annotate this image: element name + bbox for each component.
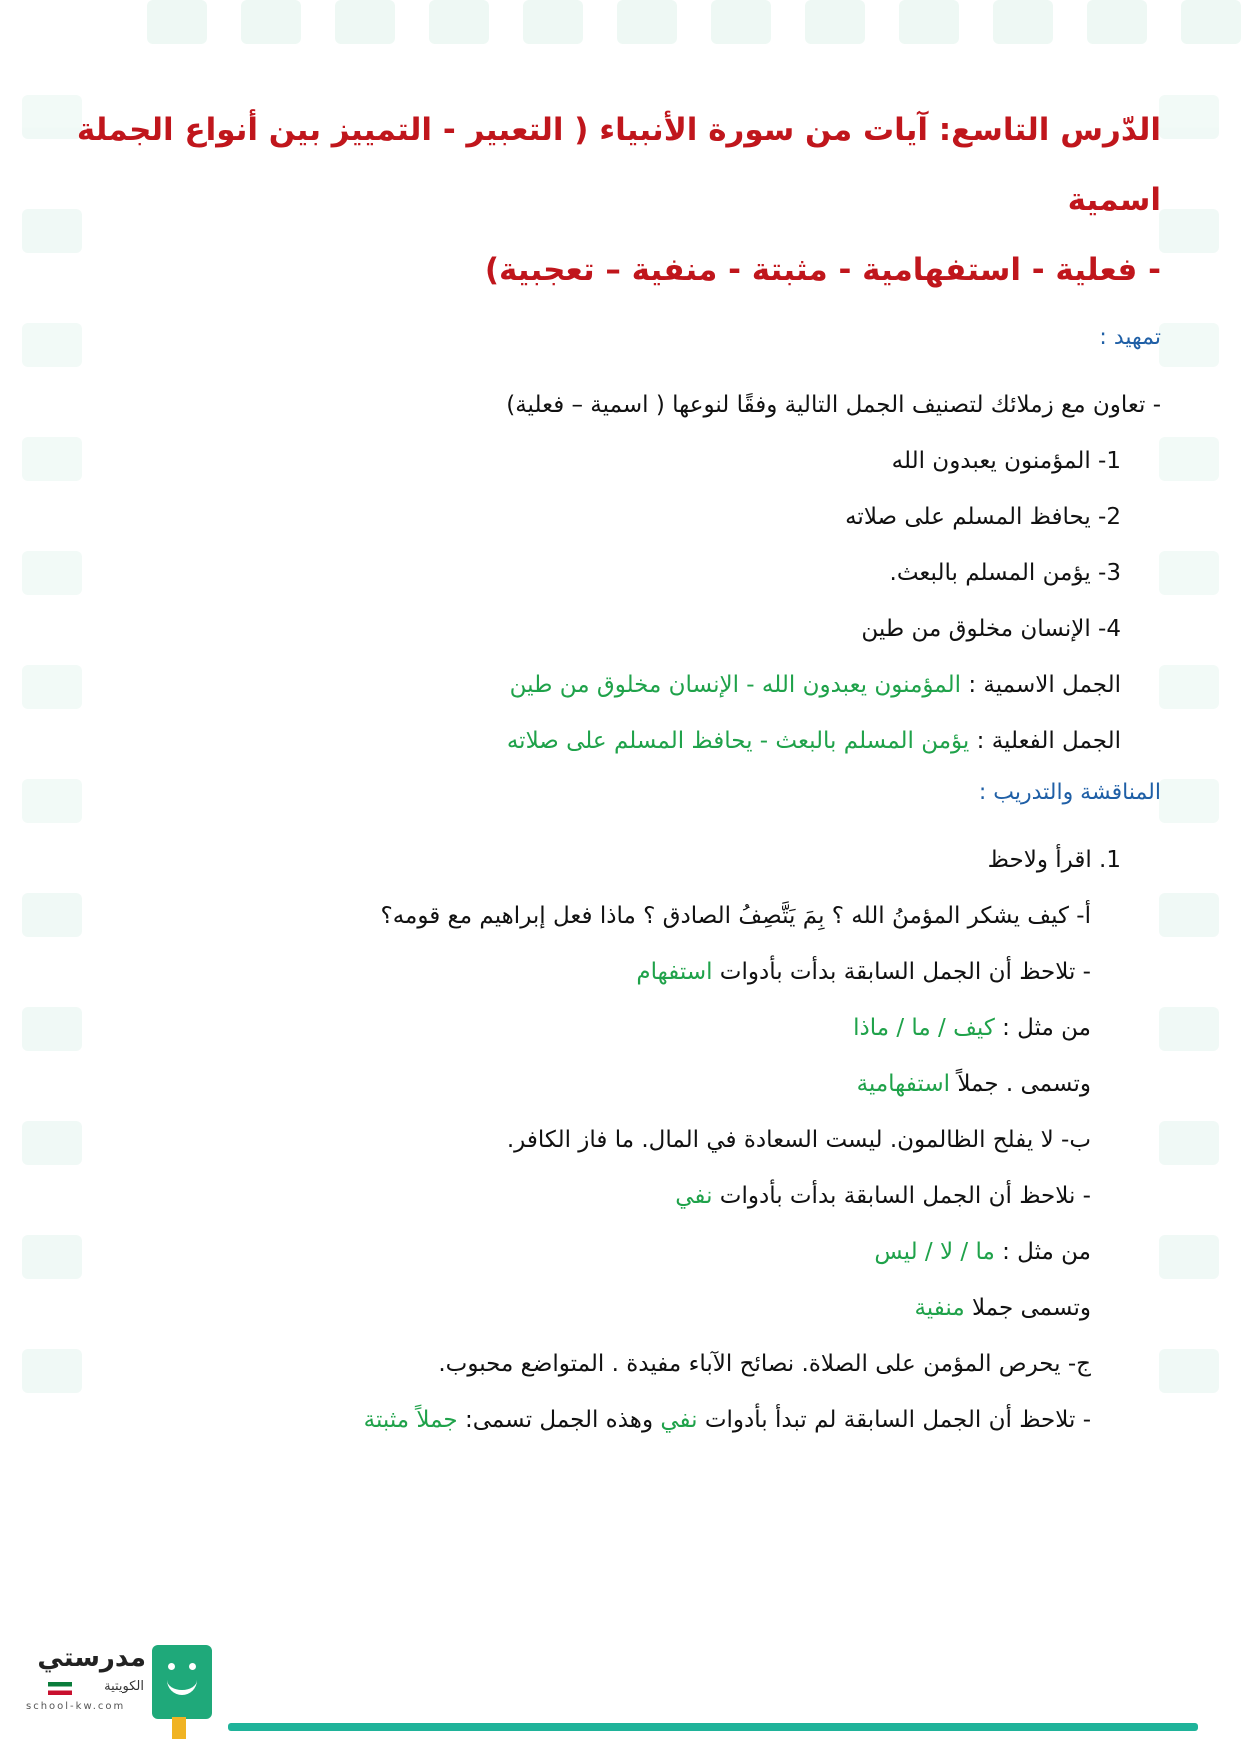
c-note-mid: وهذه الجمل تسمى: bbox=[464, 1407, 654, 1433]
document-page bbox=[76, 95, 1161, 1448]
a-note-green: استفهام bbox=[636, 959, 713, 985]
lesson-title-line2: - فعلية - استفهامية - مثبتة - منفية – تعجبية) bbox=[484, 252, 1161, 288]
b-example-label: من مثل : bbox=[1002, 1239, 1091, 1265]
a-note bbox=[76, 944, 1161, 1000]
watermark-right bbox=[1159, 95, 1219, 1595]
b-example-tools: ما / لا / ليس bbox=[874, 1239, 995, 1265]
sentence-3: 3- يؤمن المسلم بالبعث. bbox=[889, 560, 1121, 586]
verbal-answer-row bbox=[76, 713, 1161, 769]
footer-divider bbox=[228, 1723, 1198, 1731]
verbal-label: الجمل الفعلية : bbox=[976, 728, 1121, 754]
a-example-label: من مثل : bbox=[1002, 1015, 1091, 1041]
logo-subtitle: الكويتية bbox=[104, 1679, 144, 1694]
bookmark-icon bbox=[172, 1717, 186, 1739]
c-examples: ج- يحرص المؤمن على الصلاة. نصائح الآباء مفيدة . المتواضع محبوب. bbox=[438, 1351, 1091, 1377]
intro-task: - تعاون مع زملائك لتصنيف الجمل التالية وفقًا لنوعها ( اسمية – فعلية) bbox=[506, 392, 1161, 418]
c-note-green2: جملاً مثبتة bbox=[363, 1407, 458, 1433]
sentence-1: 1- المؤمنون يعبدون الله bbox=[891, 448, 1121, 474]
a-example-tools: كيف / ما / ماذا bbox=[853, 1015, 995, 1041]
kuwait-flag-icon bbox=[48, 1682, 72, 1695]
a-note-text: - تلاحظ أن الجمل السابقة بدأت بأدوات bbox=[719, 959, 1091, 985]
nominal-answer-row bbox=[76, 657, 1161, 713]
b-note bbox=[76, 1168, 1161, 1224]
nominal-label: الجمل الاسمية : bbox=[968, 672, 1121, 698]
c-note bbox=[76, 1392, 1161, 1448]
intro-heading: تمهيد : bbox=[1099, 325, 1161, 350]
a-examples: أ- كيف يشكر المؤمنُ الله ؟ بِمَ يَتَّصِفُ الصادق ؟ ماذا فعل إبراهيم مع قومه؟ bbox=[380, 903, 1091, 929]
logo-url: school-kw.com bbox=[26, 1701, 126, 1712]
logo-icon bbox=[152, 1645, 212, 1719]
discussion-heading: المناقشة والتدريب : bbox=[978, 780, 1161, 805]
b-examples: ب- لا يفلح الظالمون. ليست السعادة في المال. ما فاز الكافر. bbox=[506, 1127, 1091, 1153]
a-name-green: استفهامية bbox=[856, 1071, 951, 1097]
lesson-title bbox=[76, 95, 1161, 305]
school-logo[interactable] bbox=[26, 1635, 216, 1745]
c-note-pre: - تلاحظ أن الجمل السابقة لم تبدأ بأدوات bbox=[704, 1407, 1091, 1433]
item-1: 1. اقرأ ولاحظ bbox=[987, 847, 1121, 873]
verbal-answer: يؤمن المسلم بالبعث - يحافظ المسلم على صلاته bbox=[506, 728, 970, 754]
c-note-green1: نفي bbox=[660, 1407, 698, 1433]
a-name-row bbox=[76, 1056, 1161, 1112]
b-note-green: نفي bbox=[675, 1183, 713, 1209]
lesson-title-line1: الدّرس التاسع: آيات من سورة الأنبياء ( التعبير - التمييز بين أنواع الجملة اسمية bbox=[76, 112, 1161, 218]
watermark-left bbox=[22, 95, 82, 1595]
sentence-4: 4- الإنسان مخلوق من طين bbox=[861, 616, 1121, 642]
b-name-label: وتسمى جملا bbox=[971, 1295, 1091, 1321]
sentence-2: 2- يحافظ المسلم على صلاته bbox=[845, 504, 1121, 530]
b-note-text: - نلاحظ أن الجمل السابقة بدأت بأدوات bbox=[719, 1183, 1091, 1209]
b-example-row bbox=[76, 1224, 1161, 1280]
b-name-green: منفية bbox=[914, 1295, 965, 1321]
watermark-band bbox=[0, 0, 1241, 48]
a-example-row bbox=[76, 1000, 1161, 1056]
a-name-label: وتسمى . جملاً bbox=[957, 1071, 1091, 1097]
nominal-answer: المؤمنون يعبدون الله - الإنسان مخلوق من طين bbox=[509, 672, 961, 698]
logo-name: مدرستي bbox=[37, 1643, 146, 1673]
b-name-row bbox=[76, 1280, 1161, 1336]
